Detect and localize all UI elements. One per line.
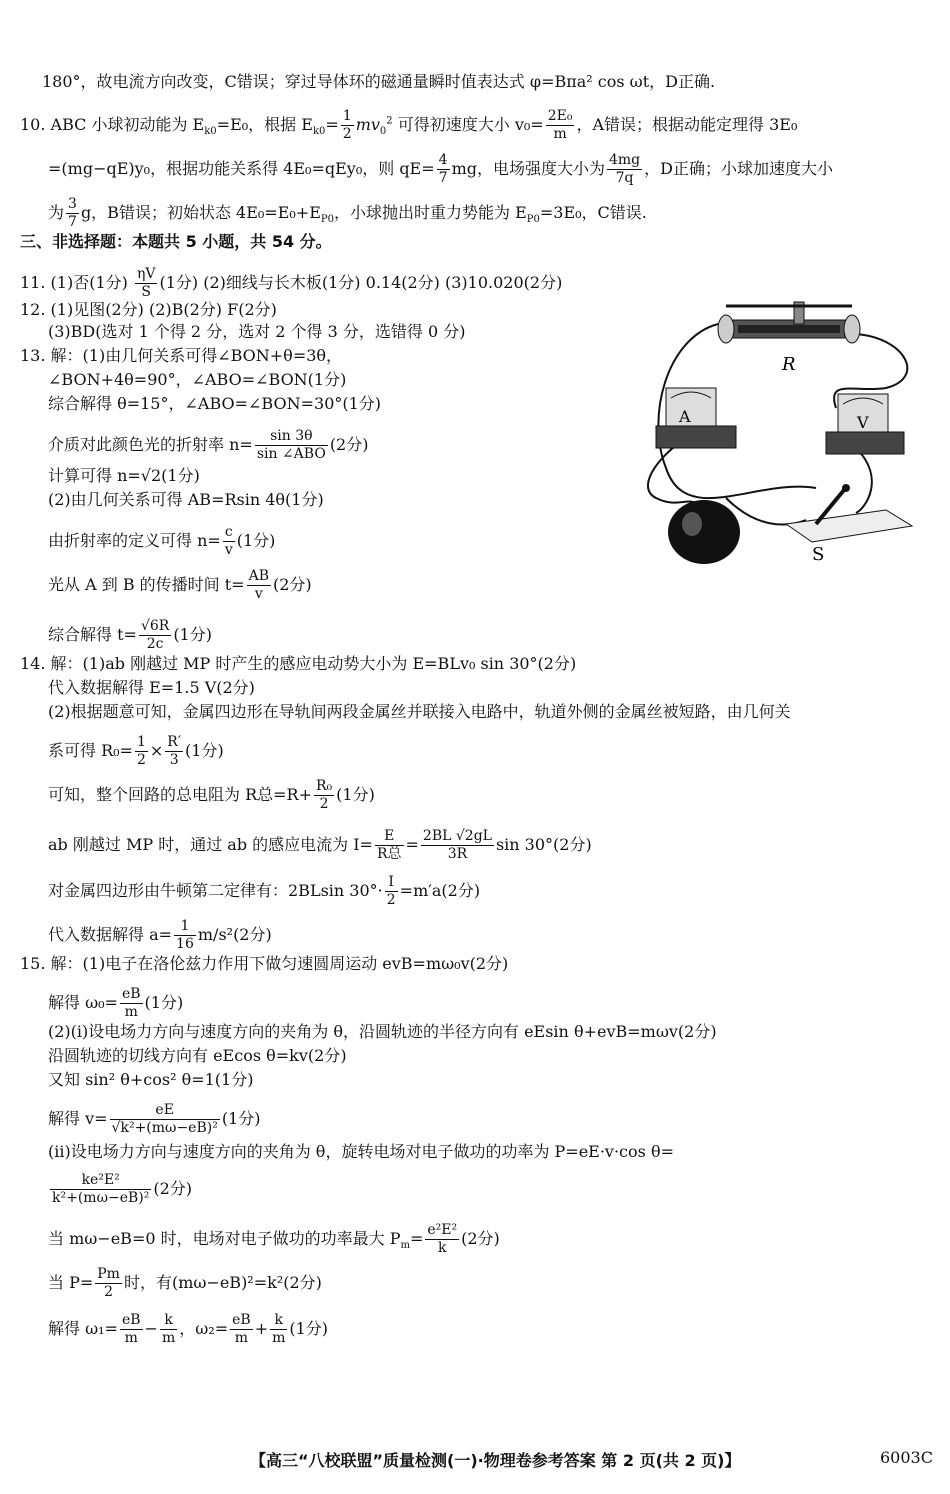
q15-a: 15. 解：(1)电子在洛伦兹力作用下做匀速圆周运动 evB=mω₀v(2分)	[20, 954, 509, 973]
q13-d: 介质对此颜色光的折射率 n= $\frac{\sin 3\theta}{\text{sin ∠ABO}}$ (2分)	[48, 428, 369, 462]
q15-j: 当 P= $\frac{Pm}{2}$ 时，有(mω−eB)²=k²(2分)	[48, 1266, 322, 1300]
label-v: V	[857, 413, 869, 432]
q13-i: 综合解得 t= $\frac{√6R}{2c}$ (1分)	[48, 618, 212, 652]
q10-line-1: 10. ABC 小球初动能为 $E_{k0}=E_0$，根据 $E_{k0}=$ $\frac{1}{2}$ $mv_0^2$ 可得初速度大小 v₀= $\frac{\text{2E₀}}{m}$ ，A错误；根据动能定理得 3E₀	[20, 108, 798, 142]
q14-g: 对金属四边形由牛顿第二定律有：2BLsin 30°· $\frac{I}{2}$ =m′a(2分)	[48, 874, 481, 908]
q15-k: 解得 ω₁= $\frac{eB}{m}$ − $\frac{k}{m}$ ，ω₂= $\frac{eB}{m}$ + $\frac{k}{m}$ (1分)	[48, 1312, 329, 1346]
q15-d: 沿圆轨迹的切线方向有 eEcos θ=kv(2分)	[48, 1046, 347, 1065]
rheostat-icon	[718, 302, 860, 343]
q11: 11. (1)否(1分) $\frac{\eta V}{S}$ (1分) (2)细线与长木板(1分) 0.14(2分) (3)10.020(2分)	[20, 266, 563, 300]
line-1: 180°，故电流方向改变，C错误；穿过导体环的磁通量瞬时值表达式 φ=Bπa² cos ωt，D正确.	[42, 72, 716, 91]
q13-g: 由折射率的定义可得 n= $\frac{c}{v}$ (1分)	[48, 524, 276, 558]
q15-g: (ii)设电场力方向与速度方向的夹角为 θ，旋转电场对电子做功的功率为 P=eE·v·cos θ=	[48, 1142, 674, 1161]
q14-f: ab 刚越过 MP 时，通过 ab 的感应电流为 I= $\frac{E}{\text{R总}}$ = $\frac{2BL √2gL}{3R}$ sin 30°(2分)	[48, 828, 592, 862]
q13-b: ∠BON+4θ=90°，∠ABO=∠BON(1分)	[48, 370, 347, 389]
q14-a: 14. 解：(1)ab 刚越过 MP 时产生的感应电动势大小为 E=BLv₀ sin 30°(2分)	[20, 654, 577, 673]
q12-a: 12. (1)见图(2分) (2)B(2分) F(2分)	[20, 300, 277, 319]
apple-battery-icon	[668, 500, 740, 564]
label-s: S	[812, 544, 825, 565]
q15-c: (2)(i)设电场力方向与速度方向的夹角为 θ，沿圆轨迹的半径方向有 eEsin θ+evB=mωv(2分)	[48, 1022, 717, 1041]
q15-b: 解得 ω₀= $\frac{eB}{m}$ (1分)	[48, 986, 184, 1020]
q13-c: 综合解得 θ=15°，∠ABO=∠BON=30°(1分)	[48, 394, 382, 413]
label-a: A	[679, 407, 691, 426]
q12-b: (3)BD(选对 1 个得 2 分，选对 2 个得 3 分，选错得 0 分)	[48, 322, 466, 341]
page-code: 6003C	[880, 1448, 933, 1467]
q15-f: 解得 v= $\frac{eE}{\text{√k²+(mω−eB)²}}$ (1分)	[48, 1102, 261, 1136]
footer: 【高三“八校联盟”质量检测(一)·物理卷参考答案 第 2 页(共 2 页)】	[250, 1451, 741, 1470]
q14-b: 代入数据解得 E=1.5 V(2分)	[48, 678, 255, 697]
q15-h: $\frac{\text{ke²E²}}{\text{k²+(mω−eB)²}}$ (2分)	[52, 1172, 193, 1206]
q14-c: (2)根据题意可知，金属四边形在导轨间两段金属丝并联接入电路中，轨道外侧的金属丝被短路，由几何关	[48, 702, 791, 721]
q10-line-3: 为 $\frac{3}{7}$ g，B错误；初始状态 $4E_0=E_0+E_{P0}$，小球抛出时重力势能为 $E_{P0}=3E_0$，C错误.	[48, 196, 647, 230]
q13-h: 光从 A 到 B 的传播时间 t= $\frac{AB}{v}$ (2分)	[48, 568, 312, 602]
switch-icon	[786, 484, 912, 542]
circuit-figure	[626, 298, 932, 570]
q10-line-2: =(mg−qE)y₀，根据功能关系得 4E₀=qEy₀，则 qE= $\frac{4}{7}$ mg，电场强度大小为 $\frac{4mg}{7q}$ ，D正确；小球加速度大小	[48, 152, 833, 186]
ammeter-icon	[656, 388, 736, 448]
q14-d: 系可得 R₀= $\frac{1}{2}$ × $\frac{R'}{3}$ (1分)	[48, 734, 224, 768]
q13-a: 13. 解：(1)由几何关系可得∠BON+θ=3θ，	[20, 346, 343, 365]
q15-e: 又知 sin² θ+cos² θ=1(1分)	[48, 1070, 254, 1089]
q13-e: 计算可得 n=√2(1分)	[48, 466, 200, 485]
label-r: R	[782, 354, 796, 375]
q14-e: 可知，整个回路的总电阻为 R总=R+ $\frac{\text{R₀}}{2}$ (1分)	[48, 778, 375, 812]
q14-h: 代入数据解得 a= $\frac{1}{16}$ m/s²(2分)	[48, 918, 272, 952]
q13-f: (2)由几何关系可得 AB=Rsin 4θ(1分)	[48, 490, 324, 509]
section-3-title: 三、非选择题：本题共 5 小题，共 54 分。	[20, 232, 332, 251]
q15-i: 当 mω−eB=0 时，电场对电子做功的功率最大 $P_m=$ $\frac{\text{e²E²}}{k}$ (2分)	[48, 1222, 500, 1256]
